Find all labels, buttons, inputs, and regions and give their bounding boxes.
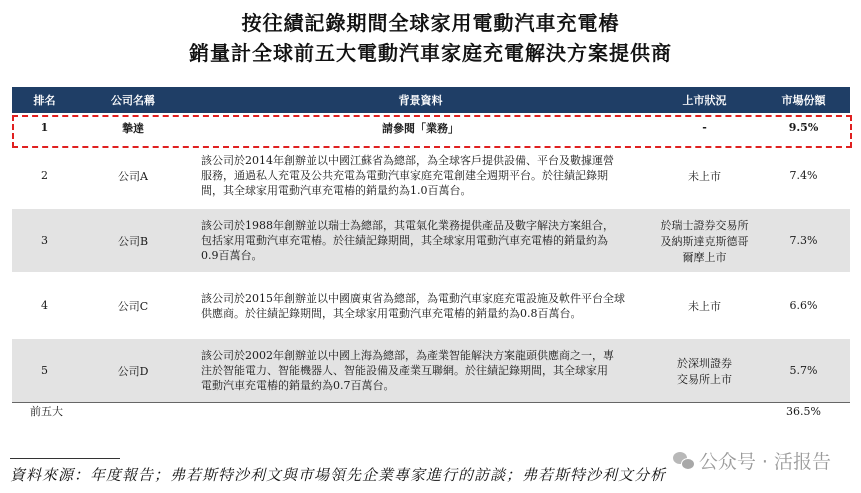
cell-share: 6.6% [757,274,850,337]
cell-background [189,274,652,337]
table-row-total [12,403,850,420]
background-line: 注於智能電力、智能機器人、智能設備及產業互聯網。於往績記錄期間，其全球家用 [201,364,608,377]
footnote-divider [10,458,120,459]
col-header-background: 背景資料 [189,87,652,113]
cell-background [189,209,652,272]
listing-line: 未上市 [688,299,721,313]
cell-background [189,339,652,403]
cell-listing [652,209,757,272]
background-line: 間，其全球家用電動汽車充電樁的銷量約為1.0百萬台。 [201,184,472,197]
cell-company: 公司B [77,209,189,272]
listing-line: 爾摩上市 [682,250,727,264]
cell-background [189,144,652,207]
background-line: 服務，通過私人充電及公共充電為電動汽車家庭充電創建全週期平台。於往績記錄期 [201,169,608,182]
table-row [12,209,850,272]
background-line: 該公司於2002年創辦並以中國上海為總部，為產業智能解決方案龍頭供應商之一，專 [201,349,614,362]
listing-line: 於深圳證券 [677,356,732,370]
listing-line: 交易所上市 [677,372,732,386]
cell-company: 摯達 [122,121,144,135]
ranking-table [12,87,850,419]
table-header-row [12,87,850,113]
cell-listing [652,339,757,403]
cell-listing [652,144,757,207]
cell-share: 5.7% [757,339,850,403]
table-row-highlight [12,113,850,142]
page-subtitle: 銷量計全球前五大電動汽車家庭充電解決方案提供商 [189,41,672,65]
listing-line: 未上市 [688,169,721,183]
cell-background: 請參閱「業務」 [382,121,459,135]
background-line: 該公司於2014年創辦並以中國江蘇省為總部，為全球客戶提供設備、平台及數據運營 [201,154,614,167]
source-footnote: 資料來源：年度報告；弗若斯特沙利文與市場領先企業專家進行的訪談；弗若斯特沙利文分析 [10,466,667,484]
background-line: 該公司於1988年創辦並以瑞士為總部，其電氣化業務提供產品及數字解決方案組合， [201,219,614,232]
background-line: 0.9百萬台。 [201,249,263,262]
cell-share: 9.5% [788,121,819,134]
col-header-company: 公司名稱 [77,87,189,113]
col-header-rank: 排名 [12,87,77,113]
col-header-share: 市場份額 [757,87,850,113]
cell-rank: 2 [12,144,77,207]
cell-company: 公司D [77,339,189,403]
background-line: 供應商。於往績記錄期間，其全球家用電動汽車充電樁的銷量約為0.8百萬台。 [201,306,582,320]
page-title: 按往績記錄期間全球家用電動汽車充電樁 [241,11,620,35]
watermark-text: 公众号 · 活报告 [698,451,831,473]
col-header-listing: 上市狀況 [652,87,757,113]
wechat-icon [673,452,695,470]
cell-share: 7.3% [757,209,850,272]
watermark [673,447,831,474]
background-line: 電動汽車充電樁的銷量約為0.7百萬台。 [201,379,395,392]
cell-rank: 3 [12,209,77,272]
listing-line: 及納斯達克斯德哥 [660,234,749,248]
table-row [12,144,850,207]
total-label: 前五大 [12,403,189,420]
cell-rank: 4 [12,274,77,337]
cell-rank: 5 [12,339,77,403]
total-share: 36.5% [757,403,850,420]
background-line: 包括家用電動汽車充電樁。於往績記錄期間，其全球家用電動汽車充電樁的銷量約為 [201,234,608,247]
cell-company: 公司A [77,144,189,207]
listing-line: 於瑞士證券交易所 [660,218,749,232]
background-line: 該公司於2015年創辦並以中國廣東省為總部，為電動汽車家庭充電設施及軟件平台全球 [201,291,625,305]
cell-rank: 1 [40,121,49,134]
table-row [12,339,850,403]
cell-share: 7.4% [757,144,850,207]
cell-company: 公司C [77,274,189,337]
table-row [12,274,850,337]
cell-listing: - [702,121,707,134]
cell-listing [652,274,757,337]
